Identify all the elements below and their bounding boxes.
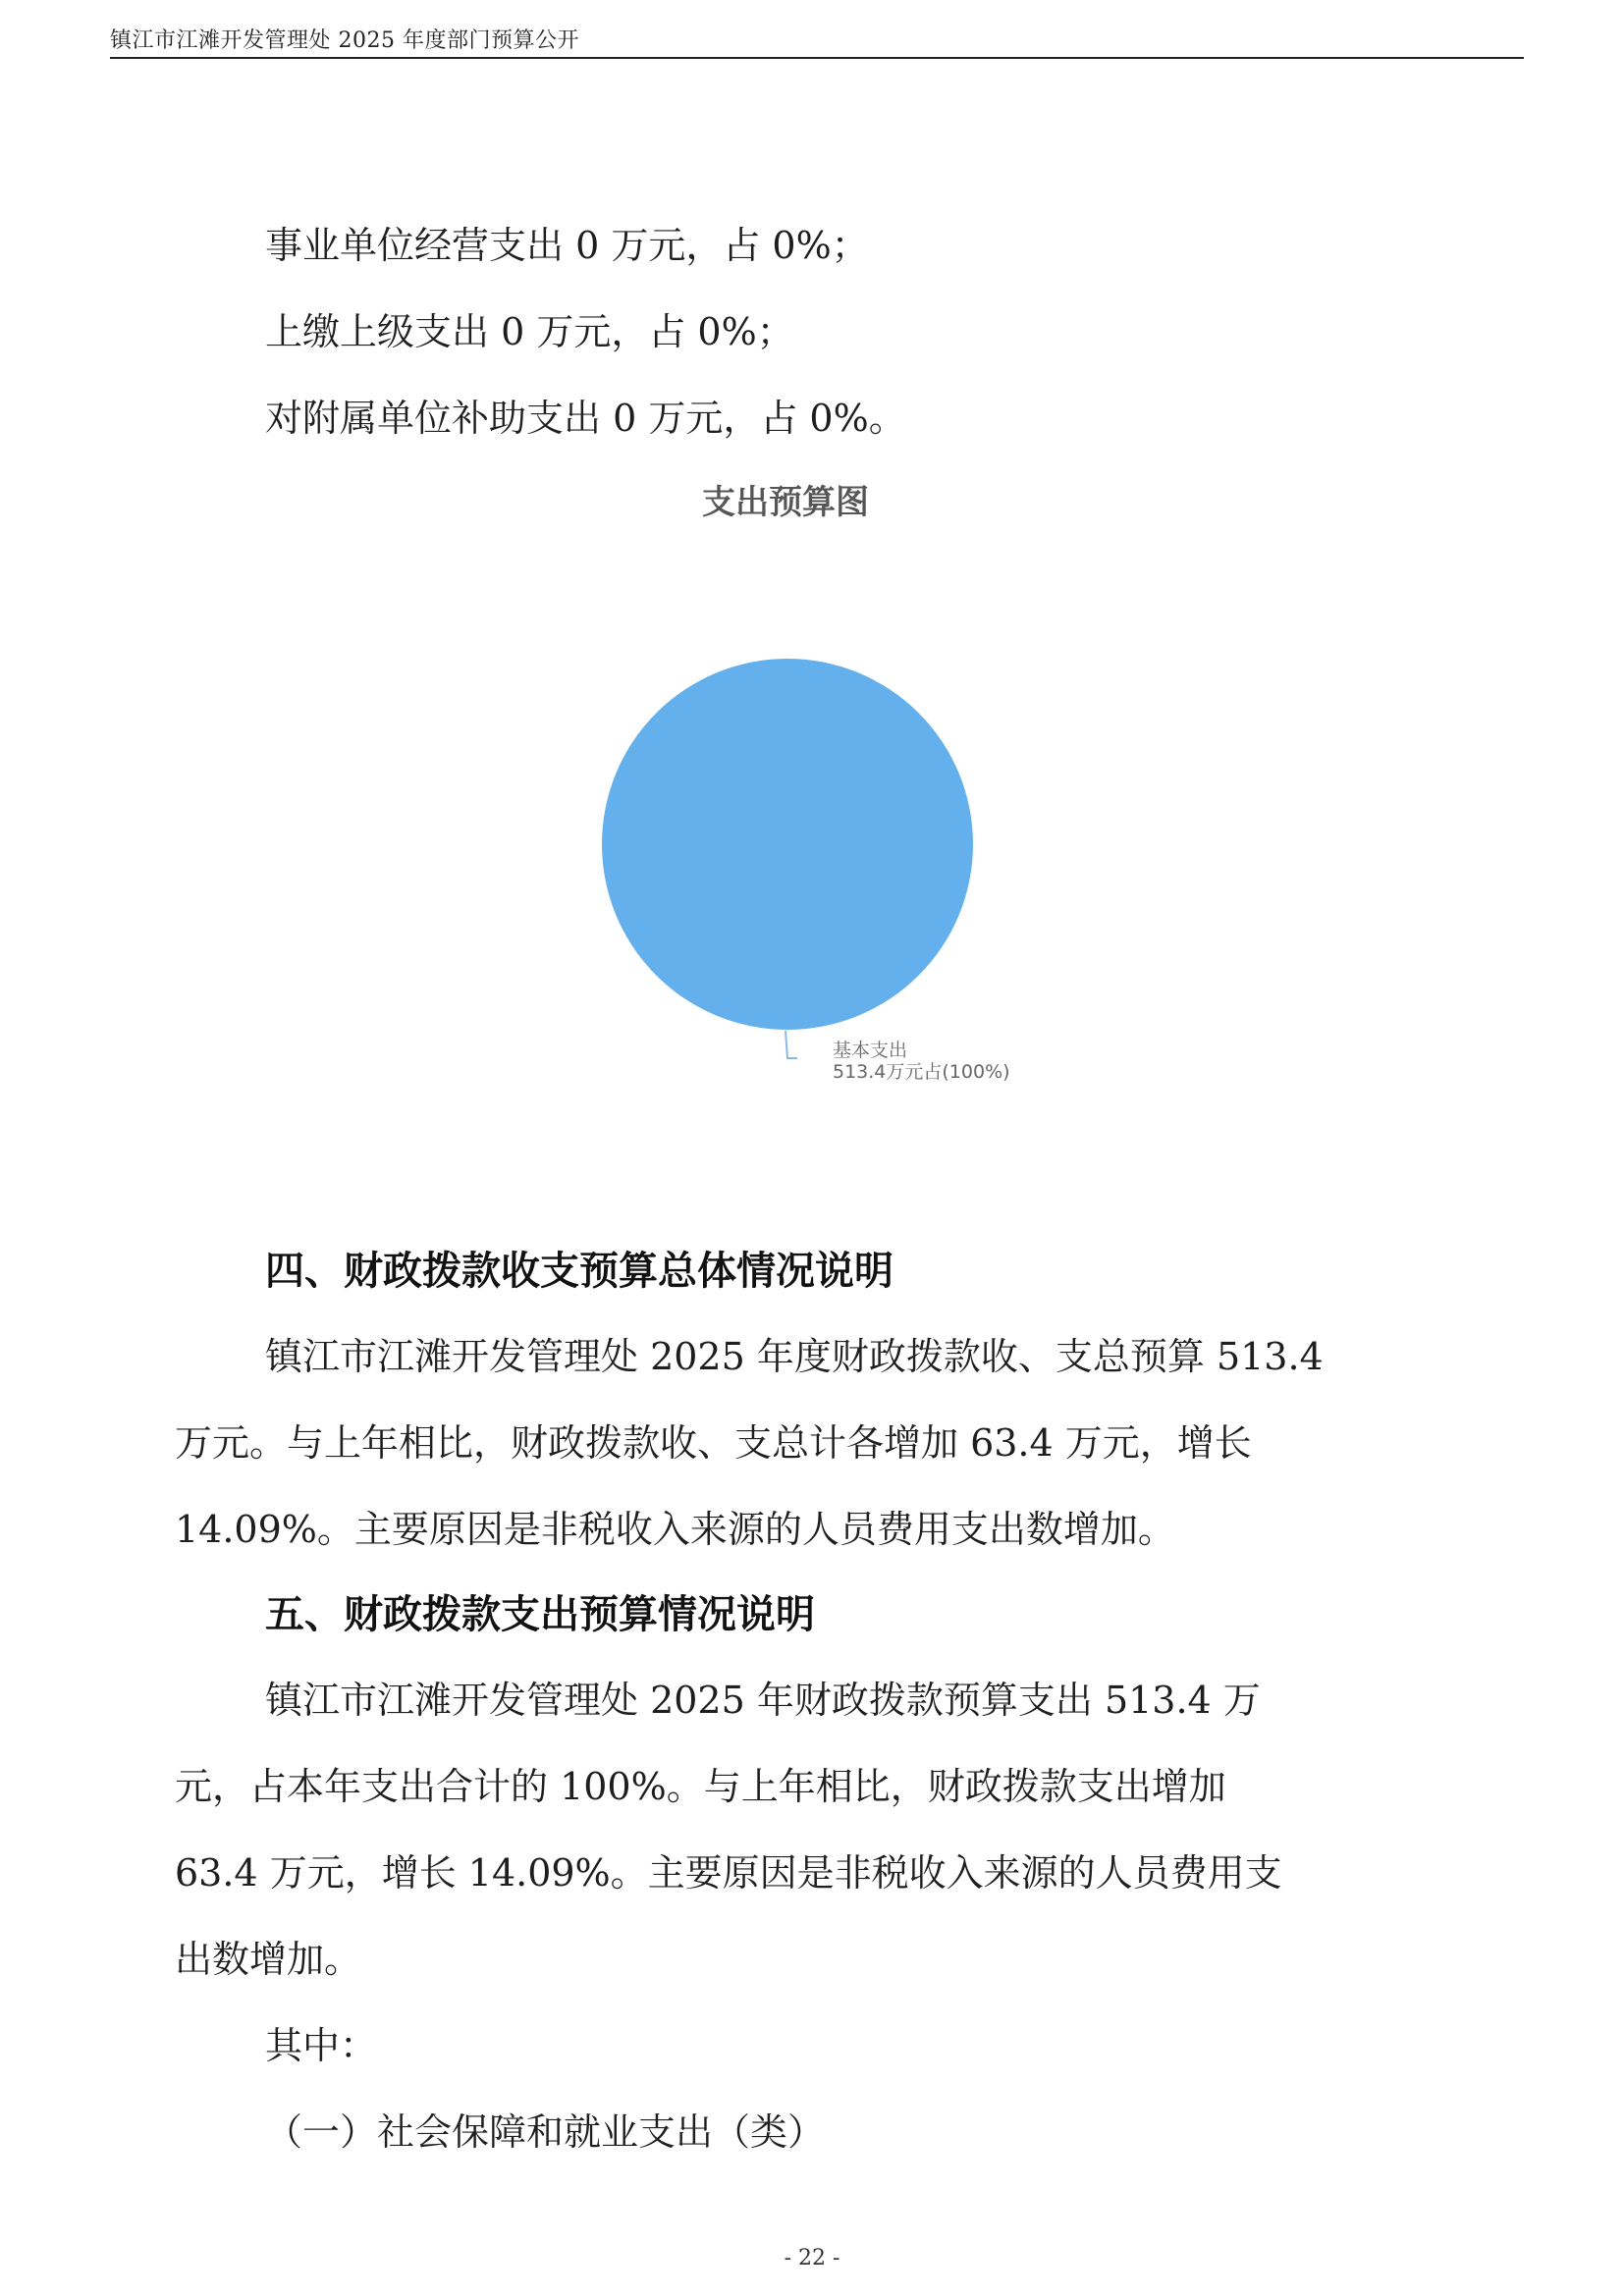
pie-label-value: 513.4万元占(100%) [833,1061,1010,1083]
text-line-1: 事业单位经营支出 0 万元，占 0%； [265,224,869,267]
page-number: - 22 - [784,2246,840,2270]
section-5-heading: 五、财政拨款支出预算情况说明 [265,1592,815,1637]
section-5-para-line-2: 元，占本年支出合计的 100%。与上年相比，财政拨款支出增加 [175,1765,1226,1808]
text-line-2: 上缴上级支出 0 万元，占 0%； [265,310,794,353]
pie-slice-0 [602,659,973,1030]
subsection-1-heading: （一）社会保障和就业支出（类） [265,2110,826,2154]
pie-label-name: 基本支出 [833,1040,908,1061]
header-title: 镇江市江滩开发管理处 2025 年度部门预算公开 [110,28,579,53]
section-4-para-line-3: 14.09%。主要原因是非税收入来源的人员费用支出数增加。 [175,1508,1175,1551]
section-5-para-line-1: 镇江市江滩开发管理处 2025 年财政拨款预算支出 513.4 万 [265,1679,1261,1722]
section-5-para-line-3: 63.4 万元，增长 14.09%。主要原因是非税收入来源的人员费用支 [175,1851,1282,1895]
section-4-para-line-1: 镇江市江滩开发管理处 2025 年度财政拨款收、支总预算 513.4 [265,1335,1324,1378]
qizhong-line: 其中： [265,2024,378,2067]
section-5-para-line-4: 出数增加。 [175,1938,362,1981]
page-header [110,22,1524,59]
section-4-heading: 四、财政拨款收支预算总体情况说明 [265,1249,893,1294]
pie-leader-line [785,1031,797,1058]
section-4-para-line-2: 万元。与上年相比，财政拨款收、支总计各增加 63.4 万元，增长 [175,1421,1252,1465]
pie-chart [550,628,1060,1099]
chart-title: 支出预算图 [702,483,869,522]
text-line-3: 对附属单位补助支出 0 万元，占 0%。 [265,397,906,440]
